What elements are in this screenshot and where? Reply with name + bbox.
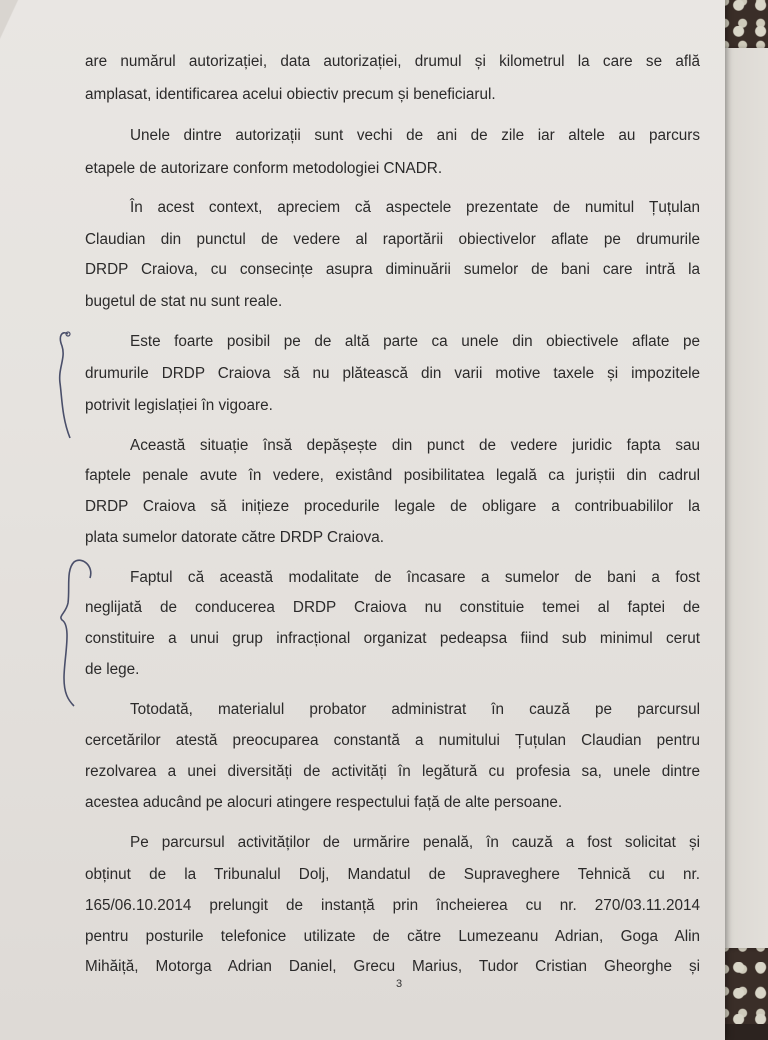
text-line: DRDP Craiova, cu consecințe asupra diminuării sumelor de bani care intră la — [85, 261, 700, 278]
text-line: potrivit legislației în vigoare. — [85, 397, 273, 414]
text-line: pentru posturile telefonice utilizate de către Lumezeanu Adrian, Goga Alin — [85, 928, 700, 945]
text-line: cercetărilor atestă preocuparea constantă a numitului Țuțulan Claudian pentru — [85, 732, 700, 749]
text-line: drumurile DRDP Craiova să nu plătească din varii motive taxele și impozitele — [85, 365, 700, 382]
text-line: plata sumelor datorate către DRDP Craiova. — [85, 529, 384, 546]
text-line: Pe parcursul activităților de urmărire penală, în cauză a fost solicitat și — [130, 834, 700, 851]
text-line: În acest context, apreciem că aspectele prezentate de numitul Țuțulan — [130, 199, 700, 216]
text-line: de lege. — [85, 661, 140, 678]
text-line: Mihăiță, Motorga Adrian Daniel, Grecu Marius, Tudor Cristian Gheorghe și — [85, 958, 700, 975]
text-line: constituire a unui grup infracțional organizat pedeapsa fiind sub minimul cerut — [85, 630, 700, 647]
text-line: bugetul de stat nu sunt reale. — [85, 293, 283, 310]
text-line: 165/06.10.2014 prelungit de instanță prin încheierea cu nr. 270/03.11.2014 — [85, 897, 700, 914]
text-line: obținut de la Tribunalul Dolj, Mandatul de Supraveghere Tehnică cu nr. — [85, 866, 700, 883]
text-line: are numărul autorizației, data autorizației, drumul și kilometrul la care se află — [85, 53, 700, 70]
text-line: etapele de autorizare conform metodologiei CNADR. — [85, 160, 443, 177]
text-line: rezolvarea a unei diversități de activități în legătură cu profesia sa, unele dintre — [85, 763, 700, 780]
text-line: DRDP Craiova să inițieze procedurile legale de obligare a contribuabililor la — [85, 498, 700, 515]
text-line: Claudian din punctul de vedere al raportării obiectivelor aflate pe drumurile — [85, 231, 700, 248]
page-number: 3 — [396, 978, 403, 990]
text-line: Unele dintre autorizații sunt vechi de ani de zile iar altele au parcurs — [130, 127, 700, 144]
text-line: amplasat, identificarea acelui obiectiv precum și beneficiarul. — [85, 86, 496, 103]
text-line: Această situație însă depășește din punct de vedere juridic fapta sau — [130, 437, 700, 454]
text-line: Faptul că această modalitate de încasare a sumelor de bani a fost — [130, 569, 700, 586]
text-line: Este foarte posibil pe de altă parte ca unele din obiectivele aflate pe — [130, 333, 700, 350]
text-line: neglijată de conducerea DRDP Craiova nu constituie temei al faptei de — [85, 599, 700, 616]
handwritten-bracket-icon — [50, 328, 90, 443]
text-line: faptele penale avute în vedere, existând posibilitatea legală ca juriștii din cadrul — [85, 467, 700, 484]
handwritten-bracket-icon — [50, 548, 100, 708]
text-line: Totodată, materialul probator administrat în cauză pe parcursul — [130, 701, 700, 718]
text-line: acestea aducând pe alocuri atingere respectului față de alte persoane. — [85, 794, 563, 811]
